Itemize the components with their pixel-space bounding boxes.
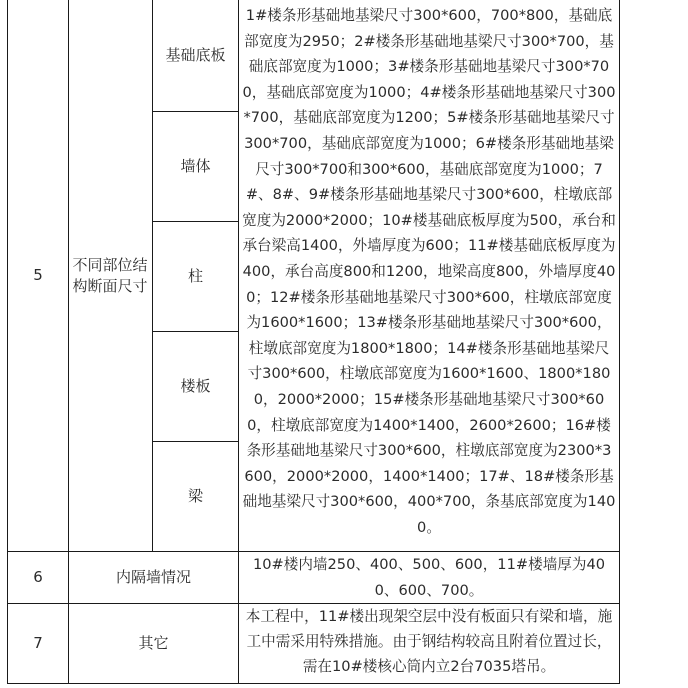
- row-7-content: 本工程中，11#楼出现架空层中没有板面只有梁和墙，施工中需采用特殊措施。由于钢结构较高且附着位置过长，需在10#楼核心筒内立2台7035塔吊。: [245, 608, 613, 675]
- row-6-category: 内隔墙情况: [115, 568, 191, 586]
- row-7-index: 7: [33, 634, 43, 652]
- grid-line: [619, 0, 620, 684]
- row-5-index: 5: [33, 266, 43, 284]
- grid-line: [7, 683, 620, 684]
- row-6-content: 10#楼内墙250、400、500、600，11#楼墙厚为400、600、700。: [252, 556, 606, 599]
- subcategory-beam: 梁: [187, 487, 203, 505]
- subcategory-foundation-slab: 基础底板: [165, 46, 226, 64]
- row-5-content: 1#楼条形基础地基梁尺寸300*600，700*800，基础底部宽度为2950；2#楼条形基础地基梁尺寸300*700，基础底部宽度为1000；3#楼条形基础地基梁尺寸300*700，基础底部宽度为1000；4#楼条形基础地基梁尺寸300*700，基础底部宽度为1200；5#楼条形基础地基梁尺寸300*700，基础底部宽度为1000；6#楼条形基础地基梁尺寸300*700和300*600，基础底部宽度为1000；7#、8#、9#楼条形基础地基梁尺寸300*600，柱墩底部宽度为2000*2000；10#楼基础底板厚度为500，承台和承台梁高1400，外墙厚度为600；11#楼基础底板厚度为400，承台高度800和1200，地梁高度800，外墙厚度400；12#楼条形基础地基梁尺寸300*600，柱墩底部宽度为1600*1600；13#楼条形基础地基梁尺寸300*600，柱墩底部宽度为1800*1800；14#楼条形基础地基梁尺寸300*600，柱墩底部宽度为1600*1600、1800*1800，2000*2000；15#楼条形基础地基梁尺寸300*600，柱墩底部宽度为1400*1400，2600*2600；16#楼条形基础地基梁尺寸300*600，柱墩底部宽度为2300*3600，2000*2000，1400*1400；17#、18#楼条形基础地基梁尺寸300*600，400*700，条基底部宽度为1400。: [242, 7, 616, 536]
- row-6-index: 6: [33, 568, 43, 586]
- subcategory-column: 柱: [187, 267, 203, 285]
- subcategory-slab: 楼板: [180, 377, 211, 395]
- subcategory-wall: 墙体: [180, 157, 211, 175]
- grid-line: [238, 0, 239, 684]
- row-7-category: 其它: [138, 634, 169, 652]
- row-5-category: 不同部位结构断面尺寸: [72, 255, 148, 295]
